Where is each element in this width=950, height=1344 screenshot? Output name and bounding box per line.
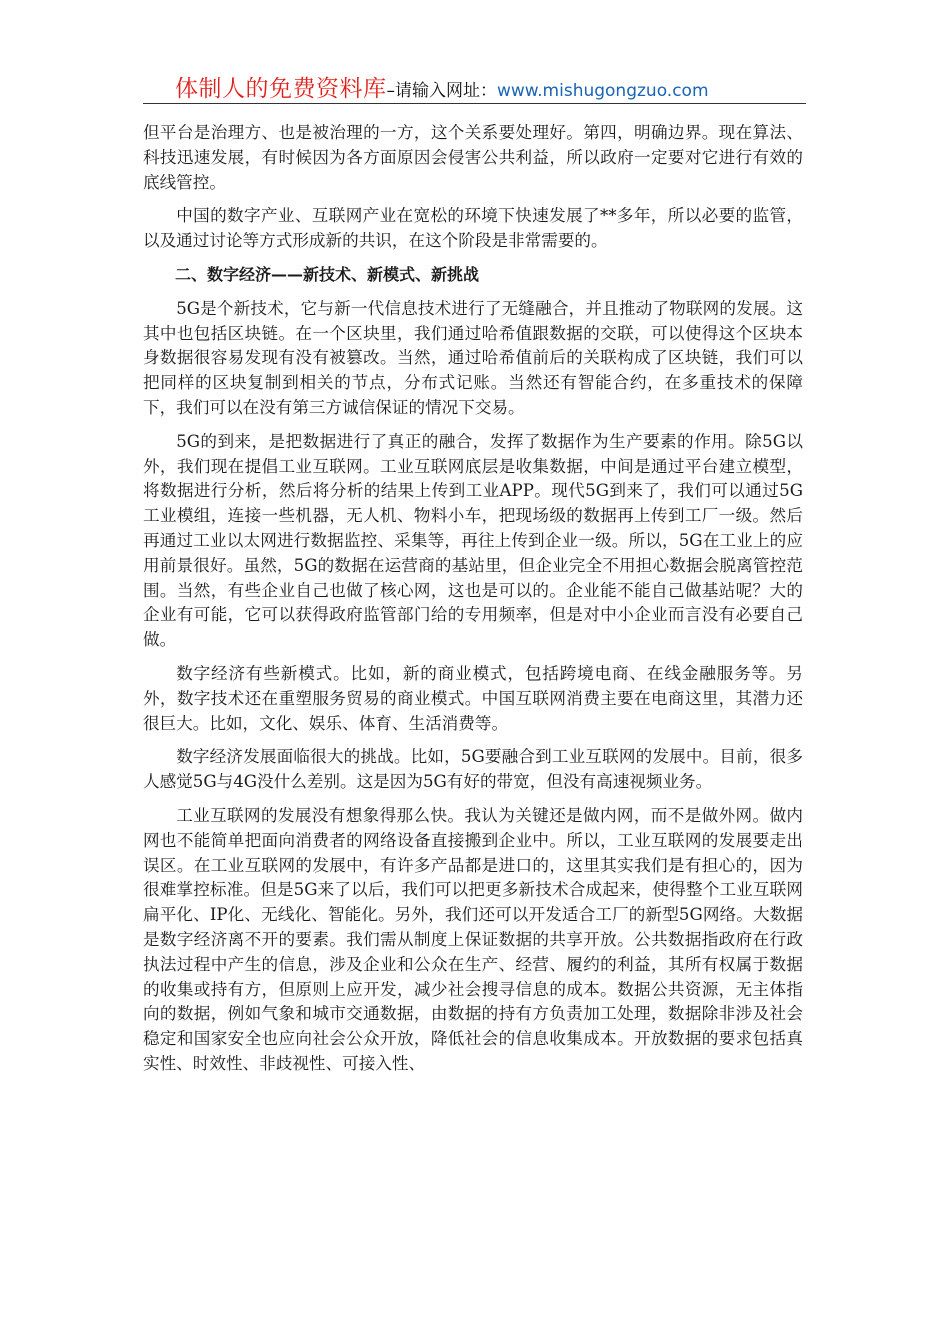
page-header [175,70,805,104]
document-body [143,121,803,1086]
paragraph: 中国的数字产业、互联网产业在宽松的环境下快速发展了**多年，所以必要的监管，以及通过讨论等方式形成新的共识，在这个阶段是非常需要的。 [143,206,803,251]
header-brand: 体制人的免费资料库 [175,76,387,102]
paragraph: 工业互联网的发展没有想象得那么快。我认为关键还是做内网，而不是做外网。做内网也不能简单把面向消费者的网络设备直接搬到企业中。所以，工业互联网的发展要走出误区。在工业互联网的发展中，有许多产品都是进口的，这里其实我们是有担心的，因为很难掌控标准。但是5G来了以后，我们可以把更多新技术合成起来，使得整个工业互联网扁平化、IP化、无线化、智能化。另外，我们还可以开发适合工厂的新型5G网络。大数据是数字经济离不开的要素。我们需从制度上保证数据的共享开放。公共数据指政府在行政执法过程中产生的信息，涉及企业和公众在生产、经营、履约的利益，其所有权属于数据的收集或持有方，但原则上应开发，减少社会搜寻信息的成本。数据公共资源，无主体指向的数据，例如气象和城市交通数据，由数据的持有方负责加工处理，数据除非涉及社会稳定和国家安全也应向社会公众开放，降低社会的信息收集成本。开放数据的要求包括真实性、时效性、非歧视性、可接入性、 [143,805,803,1073]
header-prompt: –请输入网址： [386,81,497,101]
paragraph: 5G的到来，是把数据进行了真正的融合，发挥了数据作为生产要素的作用。除5G以外，我们现在提倡工业互联网。工业互联网底层是收集数据，中间是通过平台建立模型，将数据进行分析，然后将分析的结果上传到工业APP。现代5G到来了，我们可以通过5G工业模组，连接一些机器，无人机、物料小车，把现场级的数据再上传到工厂一级。然后再通过工业以太网进行数据监控、采集等，再往上传到企业一级。所以，5G在工业上的应用前景很好。虽然，5G的数据在运营商的基站里，但企业完全不用担心数据会脱离管控范围。当然，有些企业自己也做了核心网，这也是可以的。企业能不能自己做基站呢？大的企业有可能，它可以获得政府监管部门给的专用频率，但是对中小企业而言没有必要自己做。 [143,431,803,650]
section-heading: 二、数字经济——新技术、新模式、新挑战 [175,264,480,284]
header-divider [143,103,806,104]
paragraph: 数字经济发展面临很大的挑战。比如，5G要融合到工业互联网的发展中。目前，很多人感觉5G与4G没什么差别。这是因为5G有好的带宽，但没有高速视频业务。 [143,747,803,792]
header-url-link[interactable]: www.mishugongzuo.com [497,81,709,101]
paragraph: 数字经济有些新模式。比如，新的商业模式，包括跨境电商、在线金融服务等。另外，数字技术还在重塑服务贸易的商业模式。中国互联网消费主要在电商这里，其潜力还很巨大。比如，文化、娱乐、体育、生活消费等。 [143,663,803,733]
paragraph: 但平台是治理方、也是被治理的一方，这个关系要处理好。第四，明确边界。现在算法、科技迅速发展，有时候因为各方面原因会侵害公共利益，所以政府一定要对它进行有效的底线管控。 [143,123,803,192]
paragraph: 5G是个新技术，它与新一代信息技术进行了无缝融合，并且推动了物联网的发展。这其中也包括区块链。在一个区块里，我们通过哈希值跟数据的交联，可以使得这个区块本身数据很容易发现有没有被篡改。当然，通过哈希值前后的关联构成了区块链，我们可以把同样的区块复制到相关的节点，分布式记账。当然还有智能合约，在多重技术的保障下，我们可以在没有第三方诚信保证的情况下交易。 [143,298,803,417]
